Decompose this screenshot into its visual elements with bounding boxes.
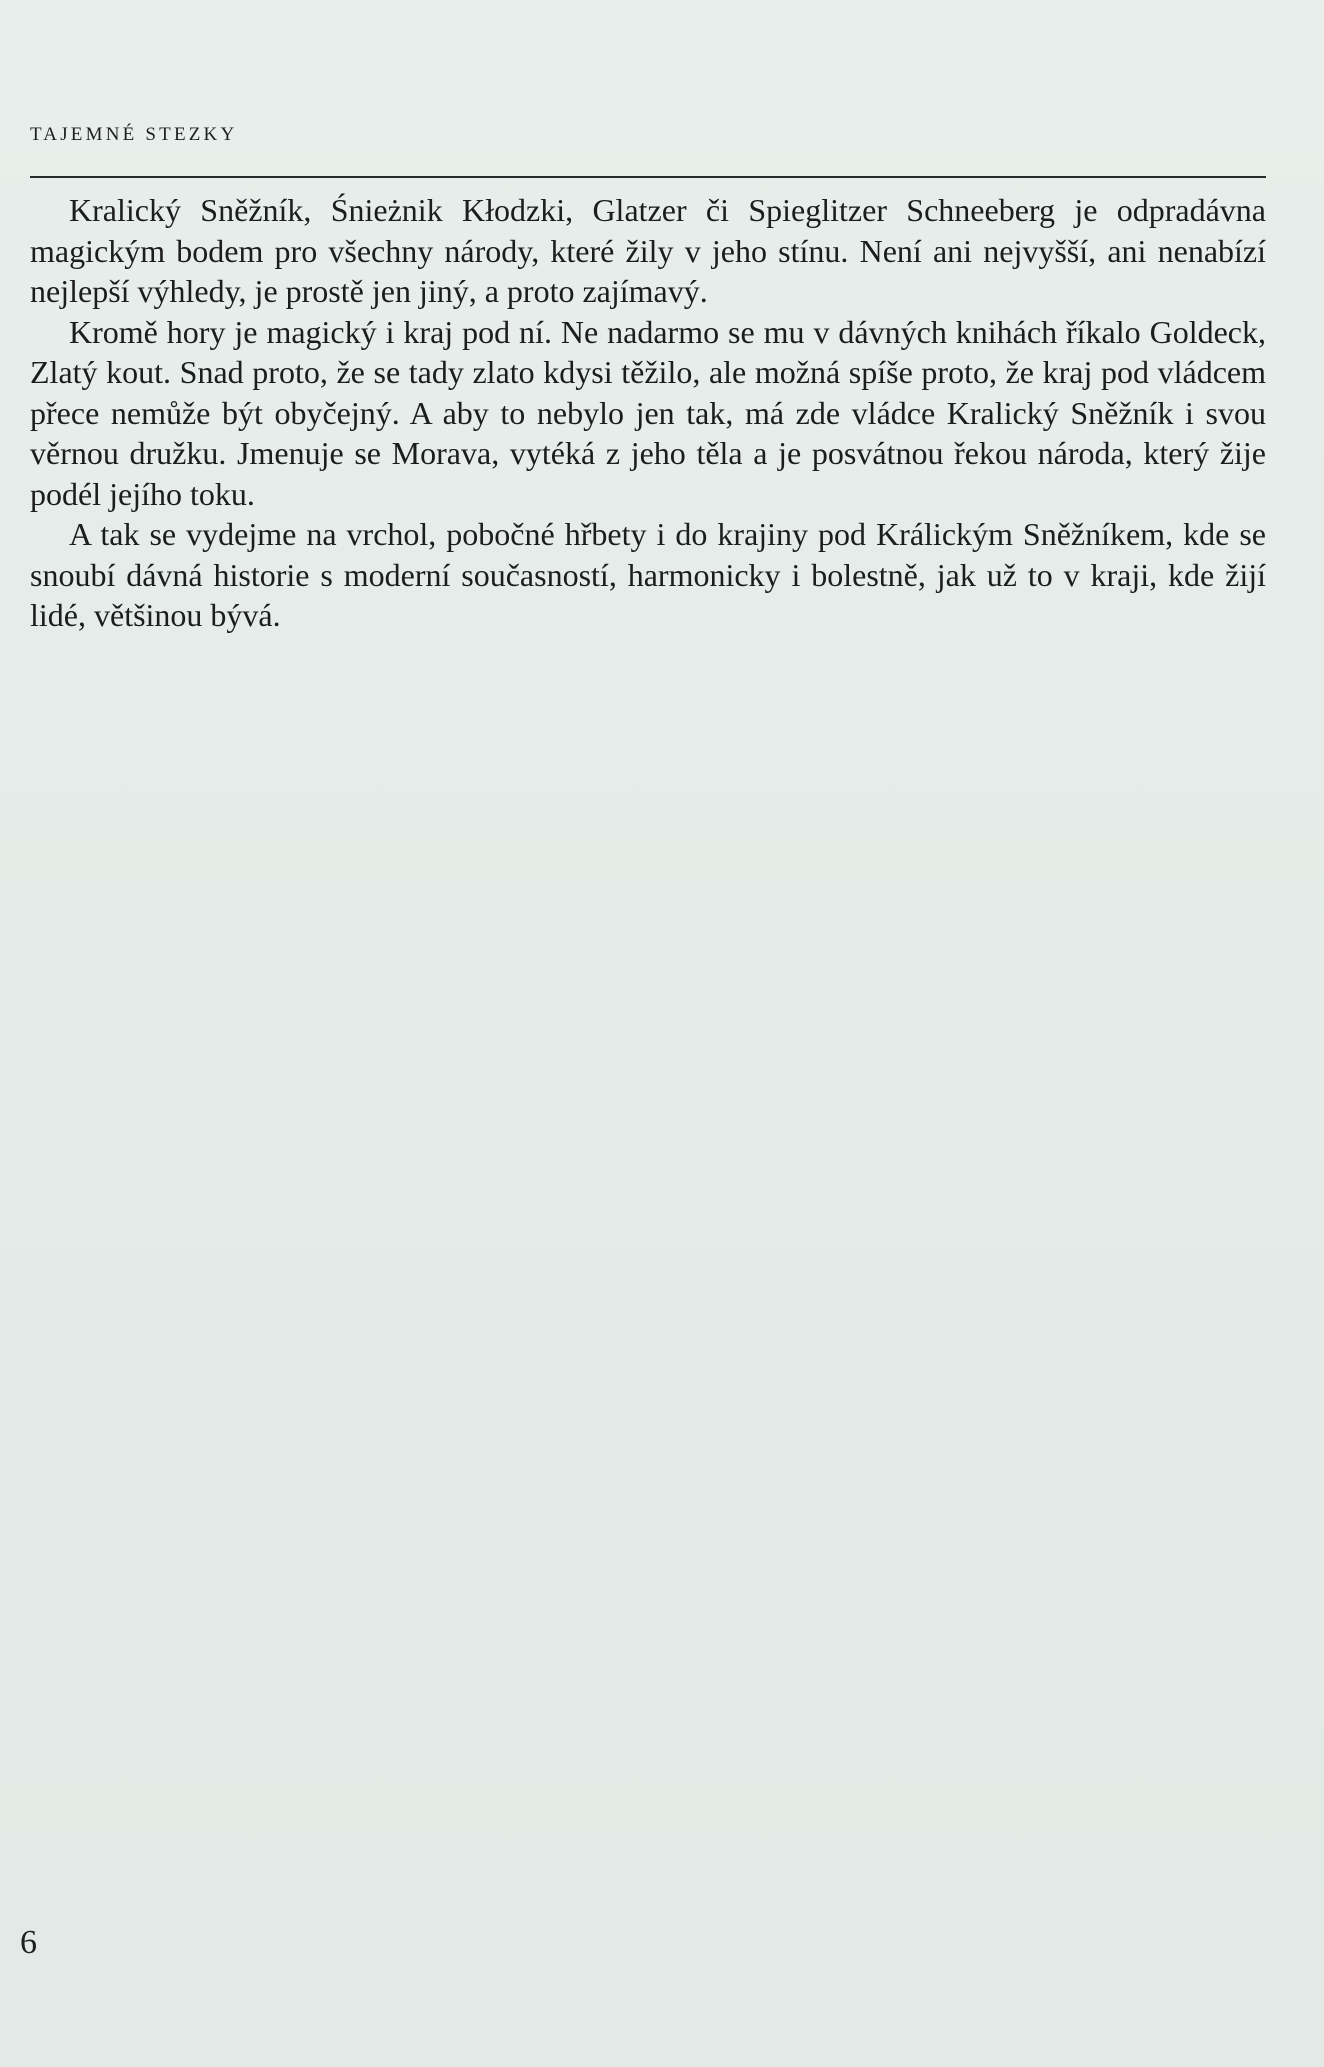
paragraph-2: Kromě hory je magický i kraj pod ní. Ne nadarmo se mu v dávných knihách říkalo Goldeck, Zlatý kout. Snad proto, že se tady zlato kdysi těžilo, ale možná spíše proto, že kraj pod vládcem přece nemůže být obyčejný. A aby to nebylo jen tak, má zde vládce Kralický Sněžník i svou věrnou družku. Jmenuje se Morava, vytéká z jeho těla a je posvátnou řekou národa, který žije podél jejího toku. bbox=[30, 313, 1266, 512]
paragraph-1: Kralický Sněžník, Śnieżnik Kłodzki, Glatzer či Spieglitzer Schneeberg je odpradávna magickým bodem pro všechny národy, které žily v jeho stínu. Není ani nejvyšší, ani nenabízí nejlepší výhledy, je prostě jen jiný, a proto zajímavý. bbox=[30, 192, 1266, 309]
running-head: TAJEMNÉ STEZKY bbox=[30, 124, 238, 145]
header-rule bbox=[30, 176, 1266, 178]
body-text bbox=[30, 190, 1266, 636]
paragraph-3: A tak se vydejme na vrchol, pobočné hřbety i do krajiny pod Králickým Sněžníkem, kde se snoubí dávná historie s moderní současností, harmonicky i bolestně, jak už to v kraji, kde žijí lidé, většinou bývá. bbox=[30, 516, 1266, 633]
page-number: 6 bbox=[20, 1924, 37, 1961]
